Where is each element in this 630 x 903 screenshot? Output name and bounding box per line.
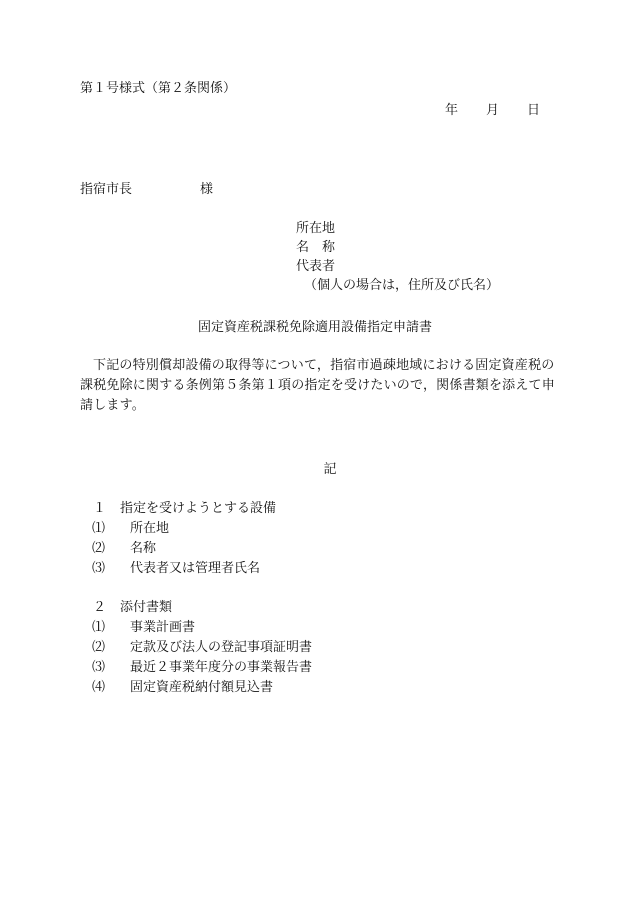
list-item — [80, 618, 312, 638]
date-month-label: 月 — [486, 103, 500, 118]
date-day-label: 日 — [527, 103, 541, 118]
section-attachments — [80, 598, 312, 698]
section-heading-text: 添付書類 — [120, 600, 173, 615]
applicant-name-label: 名 称 — [296, 240, 336, 255]
list-item — [80, 559, 276, 579]
addressee-name: 指宿市長 — [80, 182, 133, 197]
date-line — [445, 102, 540, 120]
list-item — [80, 678, 312, 698]
applicant-block — [296, 219, 499, 295]
section-equipment — [80, 499, 276, 579]
body-paragraph: 下記の特別償却設備の取得等について，指宿市過疎地域における固定資産税の課税免除に関する条例第５条第１項の指定を受けたいので，関係書類を添えて申請します。 — [80, 358, 555, 413]
form-number: 第１号様式（第２条関係） — [80, 81, 237, 96]
item-label: 固定資産税納付額見込書 — [130, 680, 274, 695]
ki-marker: 記 — [323, 462, 337, 477]
addressee — [80, 181, 213, 199]
item-label: 代表者又は管理者氏名 — [130, 561, 261, 576]
item-number: ⑴ — [92, 620, 106, 635]
item-number: ⑷ — [92, 680, 106, 695]
item-label: 定款及び法人の登記事項証明書 — [130, 640, 313, 655]
list-item — [80, 658, 312, 678]
section-heading-text: 指定を受けようとする設備 — [120, 501, 277, 516]
item-label: 所在地 — [130, 521, 170, 536]
item-number: ⑶ — [92, 561, 106, 576]
addressee-honorific: 様 — [200, 182, 214, 197]
item-number: ⑵ — [92, 541, 106, 556]
item-label: 最近２事業年度分の事業報告書 — [130, 660, 313, 675]
item-number: ⑴ — [92, 521, 106, 536]
item-label: 名称 — [130, 541, 157, 556]
section-number: ２ — [92, 600, 106, 615]
item-number: ⑶ — [92, 660, 106, 675]
list-item — [80, 638, 312, 658]
list-item — [80, 539, 276, 559]
date-year-label: 年 — [445, 103, 459, 118]
section-heading — [80, 499, 276, 519]
applicant-location-label: 所在地 — [296, 221, 336, 236]
document-title: 固定資産税課税免除適用設備指定申請書 — [197, 320, 432, 335]
list-item — [80, 519, 276, 539]
item-label: 事業計画書 — [130, 620, 196, 635]
applicant-note: （個人の場合は，住所及び氏名） — [304, 278, 500, 293]
applicant-representative-label: 代表者 — [296, 259, 336, 274]
section-heading — [80, 598, 312, 618]
section-number: １ — [92, 501, 106, 516]
item-number: ⑵ — [92, 640, 106, 655]
